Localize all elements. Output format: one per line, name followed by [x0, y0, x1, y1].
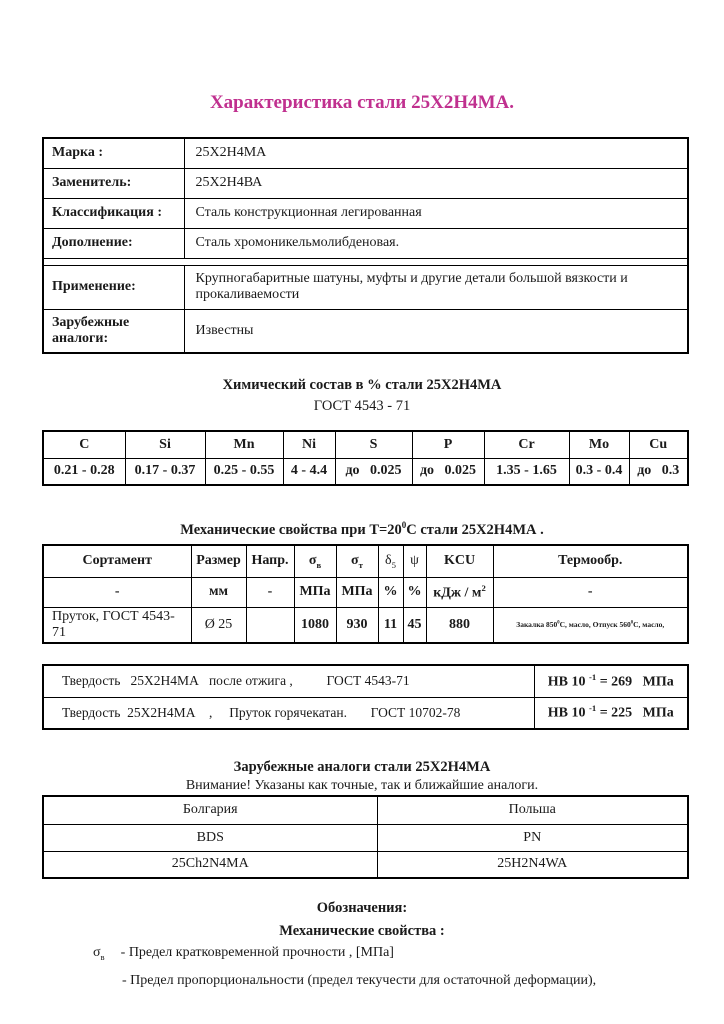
sigma-symbol: σ [308, 552, 317, 568]
mech-header-cell: Сортамент [43, 545, 191, 577]
analogs-row [43, 824, 688, 851]
analogs-standard-cell: PN [377, 824, 688, 851]
kcu-unit-sup: 2 [481, 582, 486, 593]
hb-text: НВ 10 [547, 674, 589, 690]
mech-sigma-t-cell: 930 [336, 607, 378, 643]
hardness-description: Твердость 25Х2Н4МА после отжига , ГОСТ 4543-71 [43, 665, 534, 697]
chem-header-cell: Mn [205, 431, 283, 458]
mech-unit-cell: - [493, 577, 688, 607]
mech-heading-text: Механические свойства при Т=20 [180, 521, 402, 538]
mech-psi-cell: 45 [403, 607, 426, 643]
analogs-table [42, 795, 689, 879]
hb-text: = 269 МПа [596, 674, 674, 690]
mech-sortament-cell: Пруток, ГОСТ 4543-71 [43, 607, 191, 643]
table-row [43, 228, 688, 258]
sigma-subscript: т [358, 559, 363, 570]
hb-text: = 225 МПа [596, 706, 674, 722]
table-row [43, 138, 688, 168]
mech-unit-cell: МПа [294, 577, 336, 607]
info-label: Дополнение: [43, 228, 184, 258]
thermo-sup: 0 [630, 620, 634, 626]
chem-header-cell: S [335, 431, 412, 458]
info-label: Заменитель: [43, 168, 184, 198]
mech-delta-cell: 11 [378, 607, 403, 643]
hardness-value [534, 697, 688, 729]
analogs-country-cell: Польша [377, 796, 688, 824]
info-label: Марка : [43, 138, 184, 168]
hb-sup: -1 [588, 671, 597, 682]
chem-header-row [43, 431, 688, 458]
hardness-row [43, 697, 688, 729]
mech-unit-cell: % [378, 577, 403, 607]
analogs-row [43, 851, 688, 878]
chem-value-cell: 0.25 - 0.55 [205, 458, 283, 485]
chem-value-cell: 4 - 4.4 [283, 458, 335, 485]
chem-gost-subheading: ГОСТ 4543 - 71 [313, 398, 411, 414]
hardness-value [534, 665, 688, 697]
mech-size-cell: Ø 25 [191, 607, 246, 643]
info-value: Сталь хромоникельмолибденовая. [184, 228, 688, 258]
delta-subscript: 5 [391, 559, 396, 570]
chem-header-cell: Cu [629, 431, 688, 458]
mech-unit-cell: - [246, 577, 294, 607]
mech-heading-text: С стали 25Х2Н4МА . [406, 521, 544, 538]
chem-header-cell: P [412, 431, 484, 458]
chem-header-cell: Ni [283, 431, 335, 458]
spacer-cell [43, 258, 688, 265]
info-label: Классификация : [43, 198, 184, 228]
chem-section-heading: Химический состав в % стали 25Х2Н4МА [222, 377, 502, 393]
mech-units-row [43, 577, 688, 607]
mech-unit-kcu [426, 577, 493, 607]
info-label: Применение: [43, 265, 184, 309]
mech-header-delta [378, 545, 403, 577]
sigma-symbol: σ [93, 945, 101, 960]
mech-sigma-b-cell: 1080 [294, 607, 336, 643]
chem-value-row [43, 458, 688, 485]
table-row [43, 309, 688, 353]
hardness-description: Твердость 25Х2Н4МА , Пруток горячекатан. ГОСТ 10702-78 [43, 697, 534, 729]
info-value: Известны [184, 309, 688, 353]
hardness-row [43, 665, 688, 697]
mech-kcu-cell: 880 [426, 607, 493, 643]
mech-header-cell: KCU [426, 545, 493, 577]
mech-unit-cell: - [43, 577, 191, 607]
mech-unit-cell: мм [191, 577, 246, 607]
analogs-section-heading: Зарубежные аналоги стали 25Х2Н4МА [233, 759, 491, 775]
chem-value-cell: до 0.3 [629, 458, 688, 485]
chem-header-cell: Mo [569, 431, 629, 458]
mech-header-cell: Напр. [246, 545, 294, 577]
mech-properties-table [42, 544, 689, 644]
hb-sup: -1 [588, 703, 597, 714]
sigma-subscript: в [100, 951, 105, 962]
chem-value-cell: 1.35 - 1.65 [484, 458, 569, 485]
legend-heading: Обозначения: [316, 900, 408, 916]
page-title: Характеристика стали 25Х2Н4МА. [209, 92, 515, 113]
spacer-row [43, 258, 688, 265]
delta-symbol: δ [385, 552, 392, 568]
mech-header-sigma-t [336, 545, 378, 577]
thermo-sup: 0 [557, 620, 560, 626]
info-value: 25Х2Н4ВА [184, 168, 688, 198]
table-row [43, 168, 688, 198]
mech-data-row [43, 607, 688, 643]
analogs-standard-cell: BDS [43, 824, 377, 851]
table-row [43, 198, 688, 228]
analogs-header-row [43, 796, 688, 824]
mech-header-row [43, 545, 688, 577]
info-label: Зарубежные аналоги: [43, 309, 184, 353]
analogs-grade-cell: 25H2N4WA [377, 851, 688, 878]
chem-header-cell: C [43, 431, 125, 458]
chem-value-cell: 0.3 - 0.4 [569, 458, 629, 485]
analogs-country-cell: Болгария [43, 796, 377, 824]
chem-header-cell: Cr [484, 431, 569, 458]
mech-unit-cell: % [403, 577, 426, 607]
mech-header-sigma-b [294, 545, 336, 577]
mech-header-cell: Размер [191, 545, 246, 577]
mech-heading-sup: 0 [401, 520, 407, 530]
thermo-text: Закалка 850 [516, 620, 558, 629]
sigma-symbol: σ [351, 552, 359, 568]
legend-subheading: Механические свойства : [279, 923, 445, 939]
mech-unit-cell: МПа [336, 577, 378, 607]
analogs-grade-cell: 25Ch2N4MA [43, 851, 377, 878]
hardness-table [42, 664, 689, 730]
legend-sigma-line [93, 945, 394, 962]
kcu-unit-text: кДж / м [433, 585, 482, 601]
hb-text: НВ 10 [547, 706, 589, 722]
chem-value-cell: 0.21 - 0.28 [43, 458, 125, 485]
analogs-note: Внимание! Указаны как точные, так и ближайшие аналоги. [185, 778, 539, 793]
legend-line-text: - Предел кратковременной прочности , [МПа] [120, 945, 394, 960]
mech-napr-cell [246, 607, 294, 643]
chem-composition-table [42, 430, 689, 486]
thermo-text: С, масло, [633, 620, 665, 629]
sigma-subscript: в [316, 559, 322, 570]
chem-value-cell: 0.17 - 0.37 [125, 458, 205, 485]
mech-header-psi: ψ [403, 545, 426, 577]
info-value: Крупногабаритные шатуны, муфты и другие детали большой вязкости и прокаливаемости [184, 265, 688, 309]
thermo-text: С, масло, Отпуск 560 [559, 620, 631, 629]
info-value: Сталь конструкционная легированная [184, 198, 688, 228]
legend-line2: - Предел пропорциональности (предел текучести для остаточной деформации), [122, 973, 597, 988]
info-table [42, 137, 689, 354]
chem-header-cell: Si [125, 431, 205, 458]
sigma-b-symbol [93, 945, 105, 960]
table-row [43, 265, 688, 309]
info-value: 25Х2Н4МА [184, 138, 688, 168]
chem-value-cell: до 0.025 [335, 458, 412, 485]
chem-value-cell: до 0.025 [412, 458, 484, 485]
mech-thermo-cell [493, 607, 688, 643]
mech-section-heading [0, 520, 724, 539]
mech-header-cell: Термообр. [493, 545, 688, 577]
